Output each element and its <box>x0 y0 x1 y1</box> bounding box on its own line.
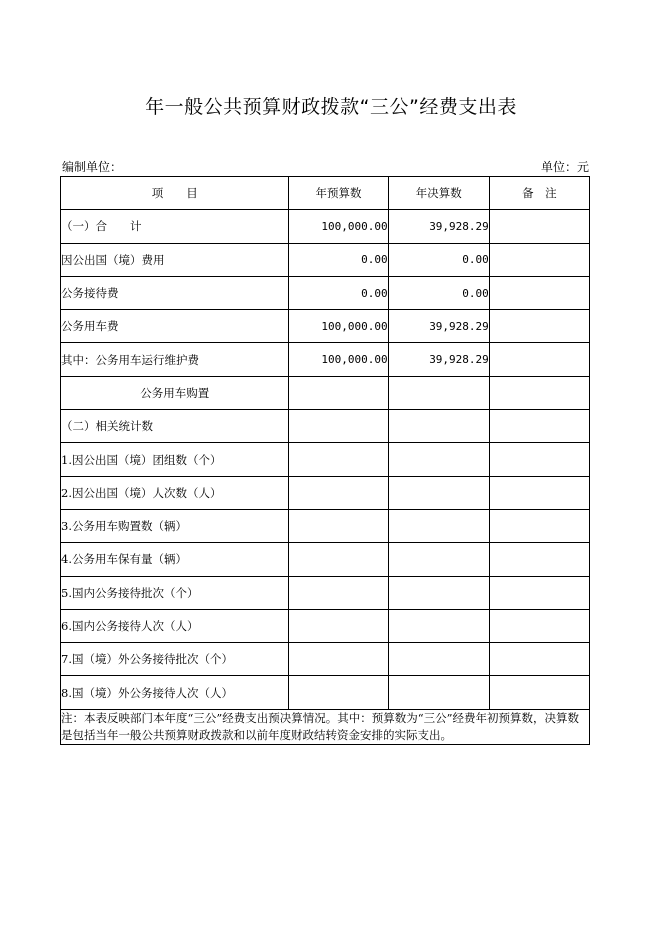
row-budget <box>289 576 388 609</box>
row-budget: 0.00 <box>289 276 388 309</box>
row-note <box>489 276 589 309</box>
table-row <box>61 343 590 376</box>
row-item: 7.国（境）外公务接待批次（个） <box>61 643 289 676</box>
row-note <box>489 343 589 376</box>
row-final <box>388 410 489 443</box>
table-row <box>61 410 590 443</box>
row-item: 2.因公出国（境）人次数（人） <box>61 476 289 509</box>
row-item: 6.国内公务接待人次（人） <box>61 609 289 642</box>
header-budget: 年预算数 <box>289 177 388 210</box>
row-final <box>388 376 489 409</box>
row-budget <box>289 643 388 676</box>
row-note <box>489 410 589 443</box>
row-final <box>388 643 489 676</box>
row-final: 0.00 <box>388 243 489 276</box>
row-final <box>388 443 489 476</box>
row-item: 公务用车购置 <box>61 376 289 409</box>
row-note <box>489 243 589 276</box>
table-row <box>61 476 590 509</box>
header-final: 年决算数 <box>388 177 489 210</box>
row-item: 1.因公出国（境）团组数（个） <box>61 443 289 476</box>
row-note <box>489 476 589 509</box>
table-row <box>61 443 590 476</box>
row-budget <box>289 509 388 542</box>
row-item: 4.公务用车保有量（辆） <box>61 543 289 576</box>
row-budget <box>289 543 388 576</box>
row-item: 3.公务用车购置数（辆） <box>61 509 289 542</box>
table-header-row <box>61 177 590 210</box>
row-note <box>489 376 589 409</box>
row-item: 5.国内公务接待批次（个） <box>61 576 289 609</box>
row-budget <box>289 376 388 409</box>
row-final <box>388 509 489 542</box>
row-final <box>388 476 489 509</box>
footnote-row <box>61 709 590 744</box>
row-final <box>388 676 489 709</box>
table-row <box>61 210 590 243</box>
header-item: 项 目 <box>61 177 289 210</box>
table-row <box>61 576 590 609</box>
row-budget: 100,000.00 <box>289 210 388 243</box>
table-row <box>61 276 590 309</box>
row-final: 39,928.29 <box>388 343 489 376</box>
table-row <box>61 509 590 542</box>
row-budget <box>289 676 388 709</box>
row-budget <box>289 443 388 476</box>
expense-table <box>60 176 590 745</box>
unit-label: 单位：元 <box>540 160 589 174</box>
row-budget <box>289 410 388 443</box>
table-row <box>61 243 590 276</box>
row-final: 0.00 <box>388 276 489 309</box>
row-note <box>489 443 589 476</box>
row-final <box>388 576 489 609</box>
table-row <box>61 310 590 343</box>
row-note <box>489 543 589 576</box>
table-row <box>61 643 590 676</box>
row-final <box>388 543 489 576</box>
row-note <box>489 676 589 709</box>
row-note <box>489 643 589 676</box>
table-row <box>61 676 590 709</box>
row-budget: 0.00 <box>289 243 388 276</box>
row-budget <box>289 609 388 642</box>
row-item: 因公出国（境）费用 <box>61 243 289 276</box>
row-item: 其中：公务用车运行维护费 <box>61 343 289 376</box>
table-row <box>61 609 590 642</box>
row-note <box>489 210 589 243</box>
row-final <box>388 609 489 642</box>
page-title: 年一般公共预算财政拨款“三公”经费支出表 <box>145 96 517 118</box>
row-budget: 100,000.00 <box>289 310 388 343</box>
header-note: 备 注 <box>489 177 589 210</box>
compiler-label: 编制单位： <box>62 160 123 174</box>
table-footnote: 注：本表反映部门本年度“三公”经费支出预决算情况。其中：预算数为“三公”经费年初预算数，决算数是包括当年一般公共预算财政拨款和以前年度财政结转资金安排的实际支出。 <box>61 709 590 744</box>
table-row <box>61 543 590 576</box>
row-item: （二）相关统计数 <box>61 410 289 443</box>
row-note <box>489 576 589 609</box>
row-item: 公务用车费 <box>61 310 289 343</box>
row-item: （一）合 计 <box>61 210 289 243</box>
row-note <box>489 609 589 642</box>
row-item: 8.国（境）外公务接待人次（人） <box>61 676 289 709</box>
row-final: 39,928.29 <box>388 310 489 343</box>
table-row <box>61 376 590 409</box>
row-budget: 100,000.00 <box>289 343 388 376</box>
row-budget <box>289 476 388 509</box>
row-note <box>489 310 589 343</box>
row-final: 39,928.29 <box>388 210 489 243</box>
row-note <box>489 509 589 542</box>
row-item: 公务接待费 <box>61 276 289 309</box>
